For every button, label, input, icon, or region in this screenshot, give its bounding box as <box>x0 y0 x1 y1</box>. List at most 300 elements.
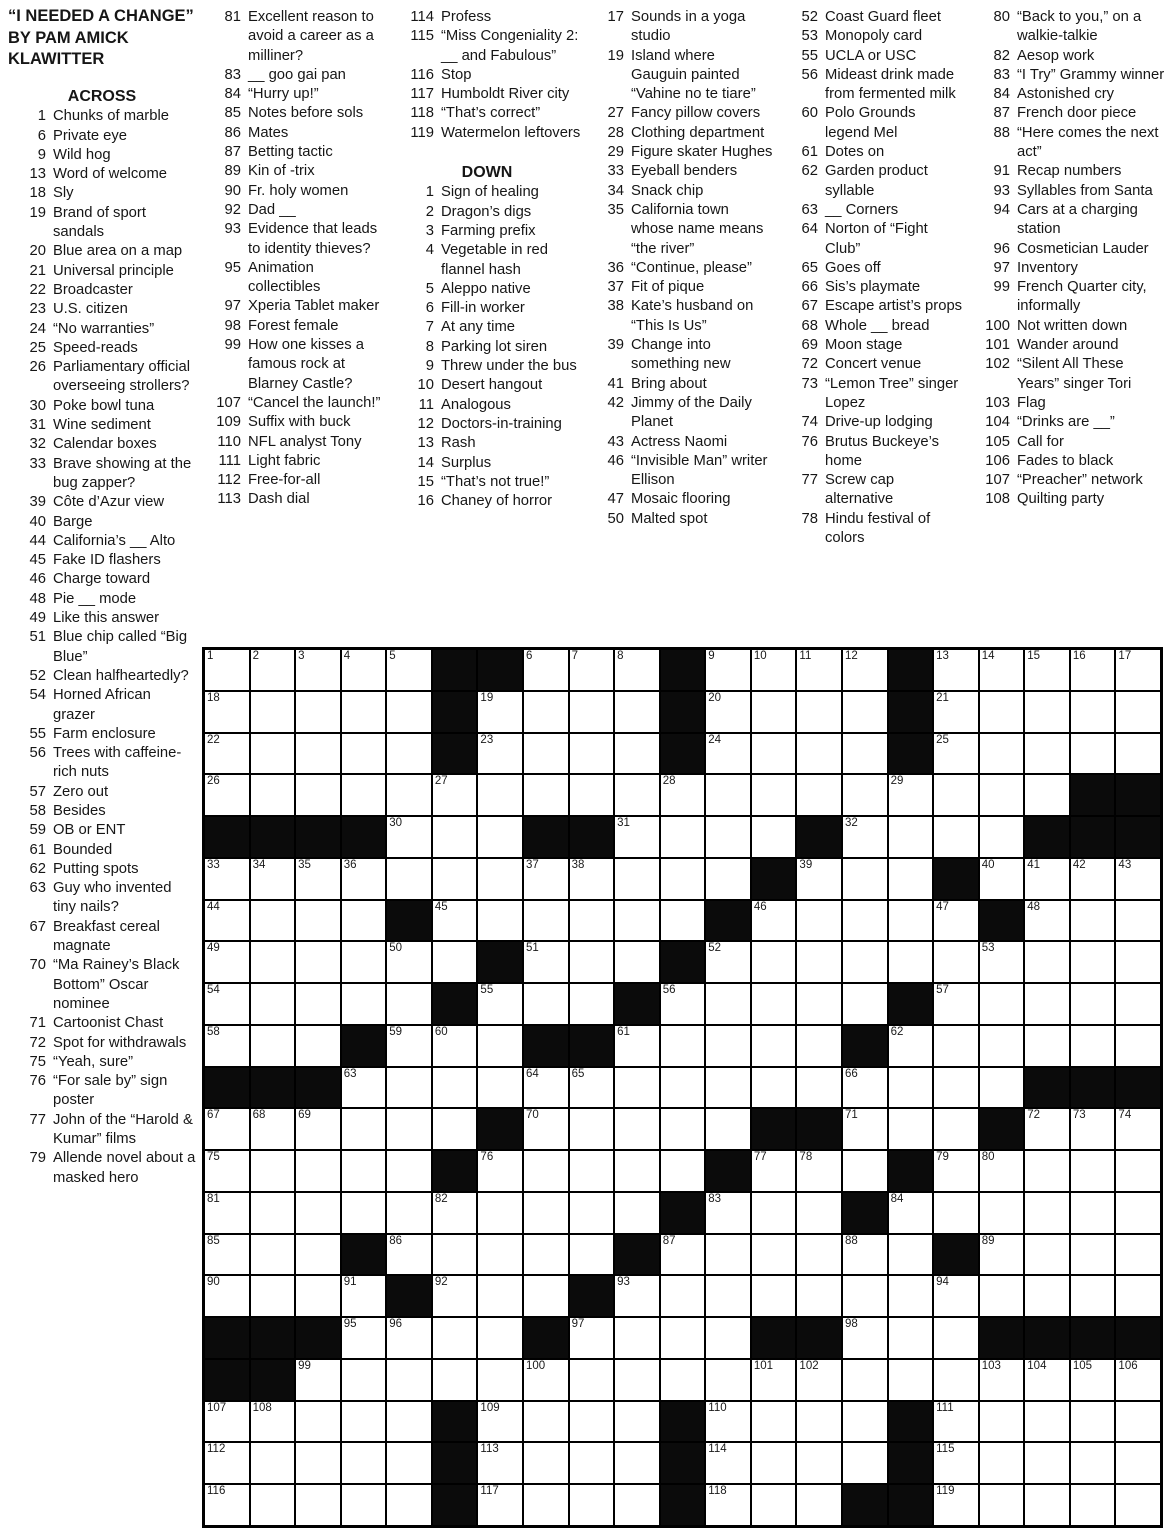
grid-cell[interactable] <box>477 1275 523 1317</box>
grid-cell[interactable] <box>933 816 979 858</box>
grid-cell[interactable] <box>796 733 842 775</box>
grid-cell[interactable] <box>1024 1442 1070 1484</box>
grid-cell[interactable] <box>842 900 888 942</box>
grid-cell[interactable] <box>614 858 660 900</box>
grid-cell[interactable] <box>933 941 979 983</box>
grid-cell[interactable] <box>432 1192 478 1234</box>
grid-cell[interactable] <box>979 691 1025 733</box>
grid-cell[interactable] <box>705 1192 751 1234</box>
grid-cell[interactable] <box>295 774 341 816</box>
grid-cell[interactable] <box>888 1275 934 1317</box>
grid-cell[interactable] <box>1115 858 1161 900</box>
grid-cell[interactable] <box>842 774 888 816</box>
grid-cell[interactable] <box>569 858 615 900</box>
grid-cell[interactable] <box>295 1150 341 1192</box>
grid-cell[interactable] <box>614 733 660 775</box>
grid-cell[interactable] <box>386 1234 432 1276</box>
grid-cell[interactable] <box>432 1275 478 1317</box>
grid-cell[interactable] <box>432 1025 478 1067</box>
grid-cell[interactable] <box>204 1442 250 1484</box>
grid-cell[interactable] <box>660 816 706 858</box>
grid-cell[interactable] <box>523 858 569 900</box>
grid-cell[interactable] <box>295 1442 341 1484</box>
grid-cell[interactable] <box>523 941 569 983</box>
grid-cell[interactable] <box>477 983 523 1025</box>
grid-cell[interactable] <box>523 1234 569 1276</box>
grid-cell[interactable] <box>569 1359 615 1401</box>
grid-cell[interactable] <box>341 1192 387 1234</box>
grid-cell[interactable] <box>569 649 615 691</box>
grid-cell[interactable] <box>1115 900 1161 942</box>
grid-cell[interactable] <box>295 1025 341 1067</box>
grid-cell[interactable] <box>888 900 934 942</box>
grid-cell[interactable] <box>386 1192 432 1234</box>
grid-cell[interactable] <box>751 816 797 858</box>
grid-cell[interactable] <box>386 774 432 816</box>
grid-cell[interactable] <box>386 941 432 983</box>
grid-cell[interactable] <box>933 1025 979 1067</box>
grid-cell[interactable] <box>614 941 660 983</box>
grid-cell[interactable] <box>842 1234 888 1276</box>
grid-cell[interactable] <box>250 1234 296 1276</box>
grid-cell[interactable] <box>614 1317 660 1359</box>
grid-cell[interactable] <box>1024 1275 1070 1317</box>
grid-cell[interactable] <box>477 900 523 942</box>
grid-cell[interactable] <box>751 691 797 733</box>
grid-cell[interactable] <box>477 1150 523 1192</box>
grid-cell[interactable] <box>705 858 751 900</box>
grid-cell[interactable] <box>1070 1442 1116 1484</box>
grid-cell[interactable] <box>796 900 842 942</box>
grid-cell[interactable] <box>751 649 797 691</box>
grid-cell[interactable] <box>1024 1359 1070 1401</box>
grid-cell[interactable] <box>660 1317 706 1359</box>
grid-cell[interactable] <box>341 774 387 816</box>
grid-cell[interactable] <box>386 1442 432 1484</box>
grid-cell[interactable] <box>1070 1025 1116 1067</box>
grid-cell[interactable] <box>1024 774 1070 816</box>
grid-cell[interactable] <box>341 1067 387 1109</box>
grid-cell[interactable] <box>477 1067 523 1109</box>
grid-cell[interactable] <box>569 1401 615 1443</box>
grid-cell[interactable] <box>1070 1484 1116 1526</box>
grid-cell[interactable] <box>477 1484 523 1526</box>
grid-cell[interactable] <box>569 900 615 942</box>
grid-cell[interactable] <box>979 1401 1025 1443</box>
grid-cell[interactable] <box>1115 1025 1161 1067</box>
grid-cell[interactable] <box>341 941 387 983</box>
grid-cell[interactable] <box>477 1025 523 1067</box>
grid-cell[interactable] <box>1115 1275 1161 1317</box>
grid-cell[interactable] <box>751 1192 797 1234</box>
grid-cell[interactable] <box>569 774 615 816</box>
grid-cell[interactable] <box>250 858 296 900</box>
grid-cell[interactable] <box>477 1401 523 1443</box>
grid-cell[interactable] <box>204 1234 250 1276</box>
grid-cell[interactable] <box>569 1484 615 1526</box>
grid-cell[interactable] <box>660 1275 706 1317</box>
grid-cell[interactable] <box>614 1067 660 1109</box>
grid-cell[interactable] <box>341 1442 387 1484</box>
grid-cell[interactable] <box>250 691 296 733</box>
grid-cell[interactable] <box>705 1025 751 1067</box>
grid-cell[interactable] <box>523 1442 569 1484</box>
grid-cell[interactable] <box>660 900 706 942</box>
grid-cell[interactable] <box>1024 691 1070 733</box>
grid-cell[interactable] <box>204 900 250 942</box>
grid-cell[interactable] <box>1070 733 1116 775</box>
grid-cell[interactable] <box>523 900 569 942</box>
grid-cell[interactable] <box>386 649 432 691</box>
grid-cell[interactable] <box>477 691 523 733</box>
grid-cell[interactable] <box>796 1442 842 1484</box>
grid-cell[interactable] <box>386 1484 432 1526</box>
grid-cell[interactable] <box>523 649 569 691</box>
grid-cell[interactable] <box>933 649 979 691</box>
grid-cell[interactable] <box>842 1108 888 1150</box>
grid-cell[interactable] <box>1024 900 1070 942</box>
grid-cell[interactable] <box>341 1150 387 1192</box>
grid-cell[interactable] <box>842 1275 888 1317</box>
grid-cell[interactable] <box>204 941 250 983</box>
grid-cell[interactable] <box>979 941 1025 983</box>
grid-cell[interactable] <box>386 1150 432 1192</box>
grid-cell[interactable] <box>705 1317 751 1359</box>
grid-cell[interactable] <box>660 1150 706 1192</box>
grid-cell[interactable] <box>204 1192 250 1234</box>
grid-cell[interactable] <box>979 1484 1025 1526</box>
grid-cell[interactable] <box>933 1067 979 1109</box>
grid-cell[interactable] <box>295 1359 341 1401</box>
grid-cell[interactable] <box>295 1192 341 1234</box>
grid-cell[interactable] <box>796 1401 842 1443</box>
grid-cell[interactable] <box>751 941 797 983</box>
grid-cell[interactable] <box>569 1192 615 1234</box>
grid-cell[interactable] <box>295 858 341 900</box>
grid-cell[interactable] <box>295 1108 341 1150</box>
grid-cell[interactable] <box>386 816 432 858</box>
grid-cell[interactable] <box>204 691 250 733</box>
grid-cell[interactable] <box>250 1025 296 1067</box>
grid-cell[interactable] <box>204 733 250 775</box>
grid-cell[interactable] <box>432 1317 478 1359</box>
grid-cell[interactable] <box>1115 1108 1161 1150</box>
grid-cell[interactable] <box>523 1108 569 1150</box>
grid-cell[interactable] <box>933 1275 979 1317</box>
grid-cell[interactable] <box>386 1359 432 1401</box>
grid-cell[interactable] <box>614 649 660 691</box>
grid-cell[interactable] <box>979 733 1025 775</box>
grid-cell[interactable] <box>1070 983 1116 1025</box>
grid-cell[interactable] <box>523 1275 569 1317</box>
grid-cell[interactable] <box>660 858 706 900</box>
grid-cell[interactable] <box>614 1192 660 1234</box>
grid-cell[interactable] <box>933 774 979 816</box>
grid-cell[interactable] <box>614 1401 660 1443</box>
grid-cell[interactable] <box>1115 1359 1161 1401</box>
grid-cell[interactable] <box>432 1359 478 1401</box>
grid-cell[interactable] <box>705 1484 751 1526</box>
grid-cell[interactable] <box>796 1192 842 1234</box>
grid-cell[interactable] <box>341 1401 387 1443</box>
grid-cell[interactable] <box>295 1234 341 1276</box>
grid-cell[interactable] <box>842 1359 888 1401</box>
grid-cell[interactable] <box>888 1025 934 1067</box>
grid-cell[interactable] <box>751 1401 797 1443</box>
grid-cell[interactable] <box>341 1359 387 1401</box>
grid-cell[interactable] <box>933 1108 979 1150</box>
grid-cell[interactable] <box>842 649 888 691</box>
grid-cell[interactable] <box>386 691 432 733</box>
grid-cell[interactable] <box>204 1025 250 1067</box>
grid-cell[interactable] <box>1115 941 1161 983</box>
grid-cell[interactable] <box>569 983 615 1025</box>
grid-cell[interactable] <box>705 1234 751 1276</box>
grid-cell[interactable] <box>705 733 751 775</box>
grid-cell[interactable] <box>979 1067 1025 1109</box>
grid-cell[interactable] <box>842 1442 888 1484</box>
grid-cell[interactable] <box>250 1484 296 1526</box>
grid-cell[interactable] <box>250 900 296 942</box>
grid-cell[interactable] <box>888 858 934 900</box>
grid-cell[interactable] <box>432 1234 478 1276</box>
grid-cell[interactable] <box>660 1025 706 1067</box>
grid-cell[interactable] <box>842 983 888 1025</box>
grid-cell[interactable] <box>295 691 341 733</box>
grid-cell[interactable] <box>477 1234 523 1276</box>
grid-cell[interactable] <box>341 649 387 691</box>
grid-cell[interactable] <box>295 1484 341 1526</box>
grid-cell[interactable] <box>250 1275 296 1317</box>
grid-cell[interactable] <box>1070 691 1116 733</box>
grid-cell[interactable] <box>705 1108 751 1150</box>
grid-cell[interactable] <box>1115 983 1161 1025</box>
grid-cell[interactable] <box>569 1234 615 1276</box>
grid-cell[interactable] <box>204 1108 250 1150</box>
grid-cell[interactable] <box>204 983 250 1025</box>
grid-cell[interactable] <box>386 733 432 775</box>
grid-cell[interactable] <box>796 691 842 733</box>
grid-cell[interactable] <box>614 691 660 733</box>
grid-cell[interactable] <box>1024 1192 1070 1234</box>
grid-cell[interactable] <box>614 1025 660 1067</box>
grid-cell[interactable] <box>751 1067 797 1109</box>
grid-cell[interactable] <box>979 1234 1025 1276</box>
grid-cell[interactable] <box>386 1317 432 1359</box>
grid-cell[interactable] <box>796 1275 842 1317</box>
grid-cell[interactable] <box>842 1150 888 1192</box>
grid-cell[interactable] <box>569 941 615 983</box>
grid-cell[interactable] <box>705 983 751 1025</box>
grid-cell[interactable] <box>888 774 934 816</box>
grid-cell[interactable] <box>1115 691 1161 733</box>
grid-cell[interactable] <box>432 900 478 942</box>
grid-cell[interactable] <box>979 1025 1025 1067</box>
grid-cell[interactable] <box>614 1108 660 1150</box>
grid-cell[interactable] <box>796 1150 842 1192</box>
grid-cell[interactable] <box>1024 1484 1070 1526</box>
grid-cell[interactable] <box>1024 1025 1070 1067</box>
grid-cell[interactable] <box>933 983 979 1025</box>
grid-cell[interactable] <box>1024 649 1070 691</box>
grid-cell[interactable] <box>705 774 751 816</box>
grid-cell[interactable] <box>341 983 387 1025</box>
grid-cell[interactable] <box>751 1025 797 1067</box>
grid-cell[interactable] <box>477 1317 523 1359</box>
grid-cell[interactable] <box>341 900 387 942</box>
grid-cell[interactable] <box>523 983 569 1025</box>
grid-cell[interactable] <box>888 1234 934 1276</box>
grid-cell[interactable] <box>751 1442 797 1484</box>
grid-cell[interactable] <box>1070 1192 1116 1234</box>
grid-cell[interactable] <box>979 983 1025 1025</box>
grid-cell[interactable] <box>477 858 523 900</box>
grid-cell[interactable] <box>979 816 1025 858</box>
grid-cell[interactable] <box>888 816 934 858</box>
grid-cell[interactable] <box>842 733 888 775</box>
grid-cell[interactable] <box>751 1275 797 1317</box>
grid-cell[interactable] <box>204 858 250 900</box>
grid-cell[interactable] <box>1070 941 1116 983</box>
grid-cell[interactable] <box>523 774 569 816</box>
grid-cell[interactable] <box>341 1108 387 1150</box>
grid-cell[interactable] <box>569 733 615 775</box>
grid-cell[interactable] <box>751 774 797 816</box>
grid-cell[interactable] <box>569 1108 615 1150</box>
grid-cell[interactable] <box>796 649 842 691</box>
grid-cell[interactable] <box>250 1150 296 1192</box>
grid-cell[interactable] <box>477 733 523 775</box>
grid-cell[interactable] <box>751 1150 797 1192</box>
grid-cell[interactable] <box>751 733 797 775</box>
grid-cell[interactable] <box>1070 1108 1116 1150</box>
grid-cell[interactable] <box>204 1275 250 1317</box>
grid-cell[interactable] <box>250 733 296 775</box>
grid-cell[interactable] <box>705 1359 751 1401</box>
grid-cell[interactable] <box>250 774 296 816</box>
grid-cell[interactable] <box>523 691 569 733</box>
grid-cell[interactable] <box>842 941 888 983</box>
grid-cell[interactable] <box>386 858 432 900</box>
grid-cell[interactable] <box>1070 1401 1116 1443</box>
grid-cell[interactable] <box>523 1067 569 1109</box>
grid-cell[interactable] <box>477 1442 523 1484</box>
grid-cell[interactable] <box>250 941 296 983</box>
grid-cell[interactable] <box>341 1484 387 1526</box>
grid-cell[interactable] <box>933 1192 979 1234</box>
grid-cell[interactable] <box>979 1359 1025 1401</box>
grid-cell[interactable] <box>477 1359 523 1401</box>
grid-cell[interactable] <box>1024 1234 1070 1276</box>
grid-cell[interactable] <box>796 858 842 900</box>
grid-cell[interactable] <box>705 1401 751 1443</box>
grid-cell[interactable] <box>204 1484 250 1526</box>
grid-cell[interactable] <box>1070 649 1116 691</box>
grid-cell[interactable] <box>341 1275 387 1317</box>
grid-cell[interactable] <box>432 1108 478 1150</box>
grid-cell[interactable] <box>386 1025 432 1067</box>
grid-cell[interactable] <box>1024 941 1070 983</box>
grid-cell[interactable] <box>1024 733 1070 775</box>
grid-cell[interactable] <box>295 983 341 1025</box>
grid-cell[interactable] <box>842 1317 888 1359</box>
grid-cell[interactable] <box>705 1442 751 1484</box>
grid-cell[interactable] <box>523 1150 569 1192</box>
grid-cell[interactable] <box>660 774 706 816</box>
grid-cell[interactable] <box>250 1442 296 1484</box>
grid-cell[interactable] <box>979 1150 1025 1192</box>
grid-cell[interactable] <box>888 1192 934 1234</box>
grid-cell[interactable] <box>1115 1401 1161 1443</box>
grid-cell[interactable] <box>888 1067 934 1109</box>
grid-cell[interactable] <box>432 941 478 983</box>
grid-cell[interactable] <box>1024 1108 1070 1150</box>
grid-cell[interactable] <box>341 1317 387 1359</box>
grid-cell[interactable] <box>933 1317 979 1359</box>
grid-cell[interactable] <box>979 1442 1025 1484</box>
grid-cell[interactable] <box>1115 1484 1161 1526</box>
grid-cell[interactable] <box>888 1108 934 1150</box>
grid-cell[interactable] <box>979 858 1025 900</box>
grid-cell[interactable] <box>1070 900 1116 942</box>
grid-cell[interactable] <box>523 1359 569 1401</box>
grid-cell[interactable] <box>295 941 341 983</box>
grid-cell[interactable] <box>614 1275 660 1317</box>
grid-cell[interactable] <box>386 1067 432 1109</box>
grid-cell[interactable] <box>751 1359 797 1401</box>
grid-cell[interactable] <box>796 983 842 1025</box>
grid-cell[interactable] <box>204 1401 250 1443</box>
grid-cell[interactable] <box>204 774 250 816</box>
grid-cell[interactable] <box>933 900 979 942</box>
grid-cell[interactable] <box>842 1401 888 1443</box>
grid-cell[interactable] <box>705 941 751 983</box>
grid-cell[interactable] <box>1070 1275 1116 1317</box>
grid-cell[interactable] <box>295 1275 341 1317</box>
grid-cell[interactable] <box>1024 858 1070 900</box>
grid-cell[interactable] <box>1115 1192 1161 1234</box>
grid-cell[interactable] <box>614 774 660 816</box>
grid-cell[interactable] <box>842 858 888 900</box>
grid-cell[interactable] <box>751 1234 797 1276</box>
grid-cell[interactable] <box>888 1359 934 1401</box>
grid-cell[interactable] <box>979 1192 1025 1234</box>
grid-cell[interactable] <box>386 1108 432 1150</box>
grid-cell[interactable] <box>751 1484 797 1526</box>
grid-cell[interactable] <box>796 1025 842 1067</box>
grid-cell[interactable] <box>751 983 797 1025</box>
grid-cell[interactable] <box>432 858 478 900</box>
grid-cell[interactable] <box>432 1067 478 1109</box>
grid-cell[interactable] <box>751 900 797 942</box>
grid-cell[interactable] <box>979 774 1025 816</box>
grid-cell[interactable] <box>477 1192 523 1234</box>
grid-cell[interactable] <box>796 1484 842 1526</box>
grid-cell[interactable] <box>432 816 478 858</box>
grid-cell[interactable] <box>432 774 478 816</box>
grid-cell[interactable] <box>1115 1234 1161 1276</box>
grid-cell[interactable] <box>204 1150 250 1192</box>
grid-cell[interactable] <box>386 983 432 1025</box>
grid-cell[interactable] <box>569 1317 615 1359</box>
grid-cell[interactable] <box>250 1108 296 1150</box>
grid-cell[interactable] <box>523 1192 569 1234</box>
grid-cell[interactable] <box>1070 1234 1116 1276</box>
grid-cell[interactable] <box>705 1275 751 1317</box>
grid-cell[interactable] <box>569 1442 615 1484</box>
grid-cell[interactable] <box>341 733 387 775</box>
grid-cell[interactable] <box>842 691 888 733</box>
